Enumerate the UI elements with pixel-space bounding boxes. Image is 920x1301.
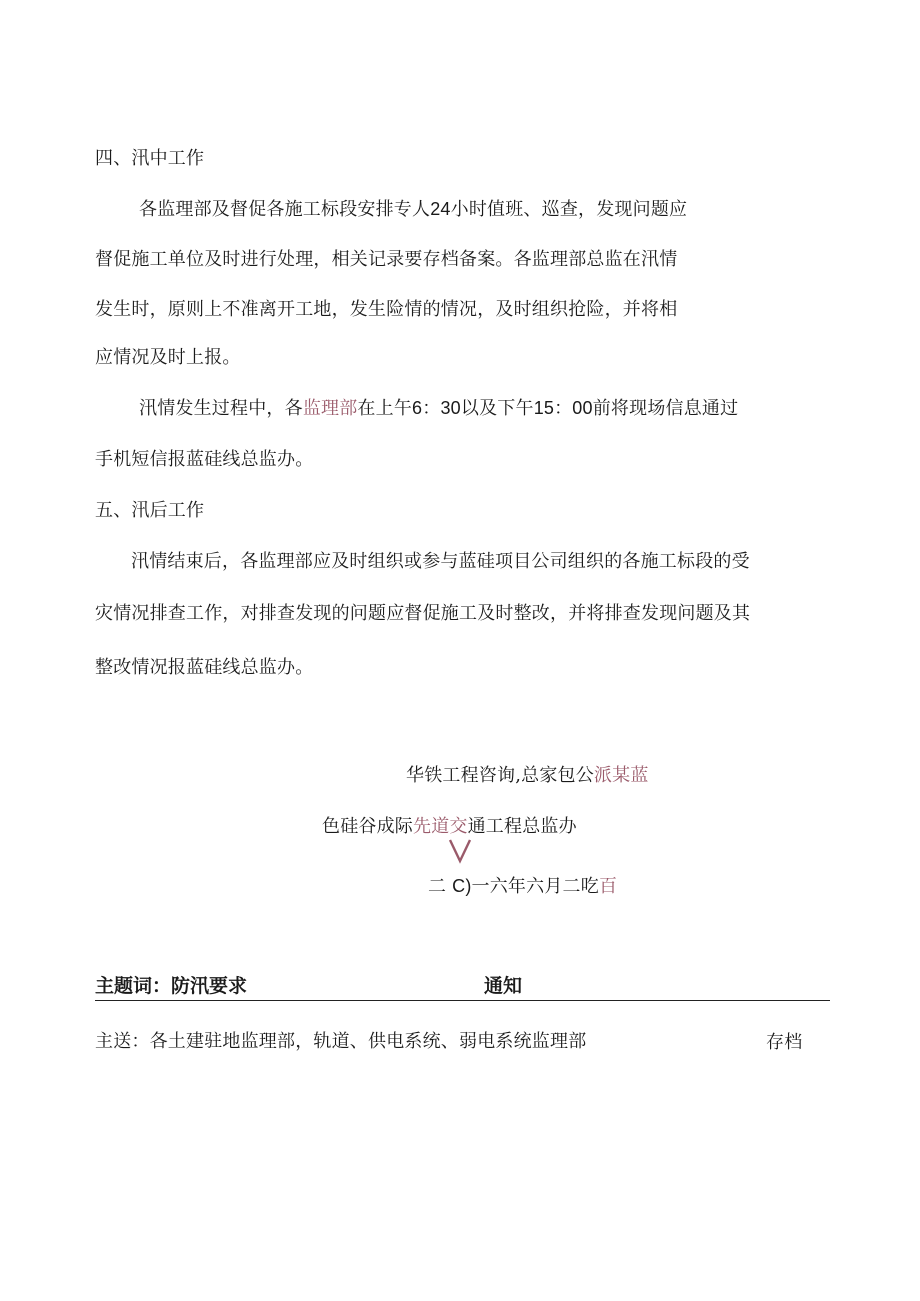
subject-keywords-tail: 通知 xyxy=(484,976,523,997)
section5-p1-line3: 整改情况报蓝硅线总监办。 xyxy=(95,657,314,678)
signature-date xyxy=(428,874,617,899)
time-afternoon: 15：00 xyxy=(533,398,593,418)
signature-org-line1 xyxy=(406,764,649,788)
text-run: C) xyxy=(452,876,472,896)
footer-divider xyxy=(95,1000,830,1001)
section4-p1-line2: 督促施工单位及时进行处理，相关记录要存档备案。各监理部总监在汛情 xyxy=(95,249,678,270)
signature-org-line2 xyxy=(322,815,577,839)
archive-label: 存档 xyxy=(766,1032,803,1053)
section5-heading: 五、汛后工作 xyxy=(95,500,205,521)
time-morning: 6：30 xyxy=(412,398,461,418)
stamp-overlap-text: 先道交 xyxy=(413,816,468,837)
text-run: 一六年六月二吃 xyxy=(471,876,599,897)
hours-number: 24 xyxy=(430,199,451,219)
section4-p2-line1 xyxy=(139,396,738,421)
text-run: 色硅谷成际 xyxy=(322,816,413,837)
text-run: 二 xyxy=(428,876,447,897)
stamp-overlap-text: 百 xyxy=(598,876,618,897)
text-run: 汛情发生过程中，各 xyxy=(139,398,303,419)
section4-p1-line4: 应情况及时上报。 xyxy=(95,347,241,368)
section4-p2-line2: 手机短信报蓝硅线总监办。 xyxy=(95,449,314,470)
section5-p1-line2: 灾情况排查工作，对排查发现的问题应督促施工及时整改，并将排查发现问题及其 xyxy=(95,603,751,624)
stamp-mark-icon xyxy=(448,838,472,864)
stamp-overlap-text: 派某蓝 xyxy=(593,765,649,786)
subject-keywords: 主题词：防汛要求 xyxy=(95,976,248,997)
text-run: 前将现场信息通过 xyxy=(592,398,739,419)
text-run: 以及下午 xyxy=(460,398,534,419)
text-run: 各监理部及督促各施工标段安排专人 xyxy=(139,199,431,220)
section4-heading: 四、汛中工作 xyxy=(95,148,205,169)
section5-p1-line1: 汛情结束后，各监理部应及时组织或参与蓝硅项目公司组织的各施工标段的受 xyxy=(131,551,750,572)
stamp-overlap-text: 监理部 xyxy=(302,398,358,419)
section4-p1-line3: 发生时，原则上不准离开工地，发生险情的情况，及时组织抢险，并将相 xyxy=(95,299,678,320)
text-run: 通工程总监办 xyxy=(467,816,577,837)
text-run: 华铁工程咨询,总家包公 xyxy=(406,765,594,786)
send-to-line: 主送：各土建驻地监理部，轨道、供电系统、弱电系统监理部 xyxy=(95,1031,587,1052)
text-run: 在上午 xyxy=(357,398,413,419)
section4-p1-line1 xyxy=(139,197,687,222)
text-run: 小时值班、巡查，发现问题应 xyxy=(450,199,688,220)
